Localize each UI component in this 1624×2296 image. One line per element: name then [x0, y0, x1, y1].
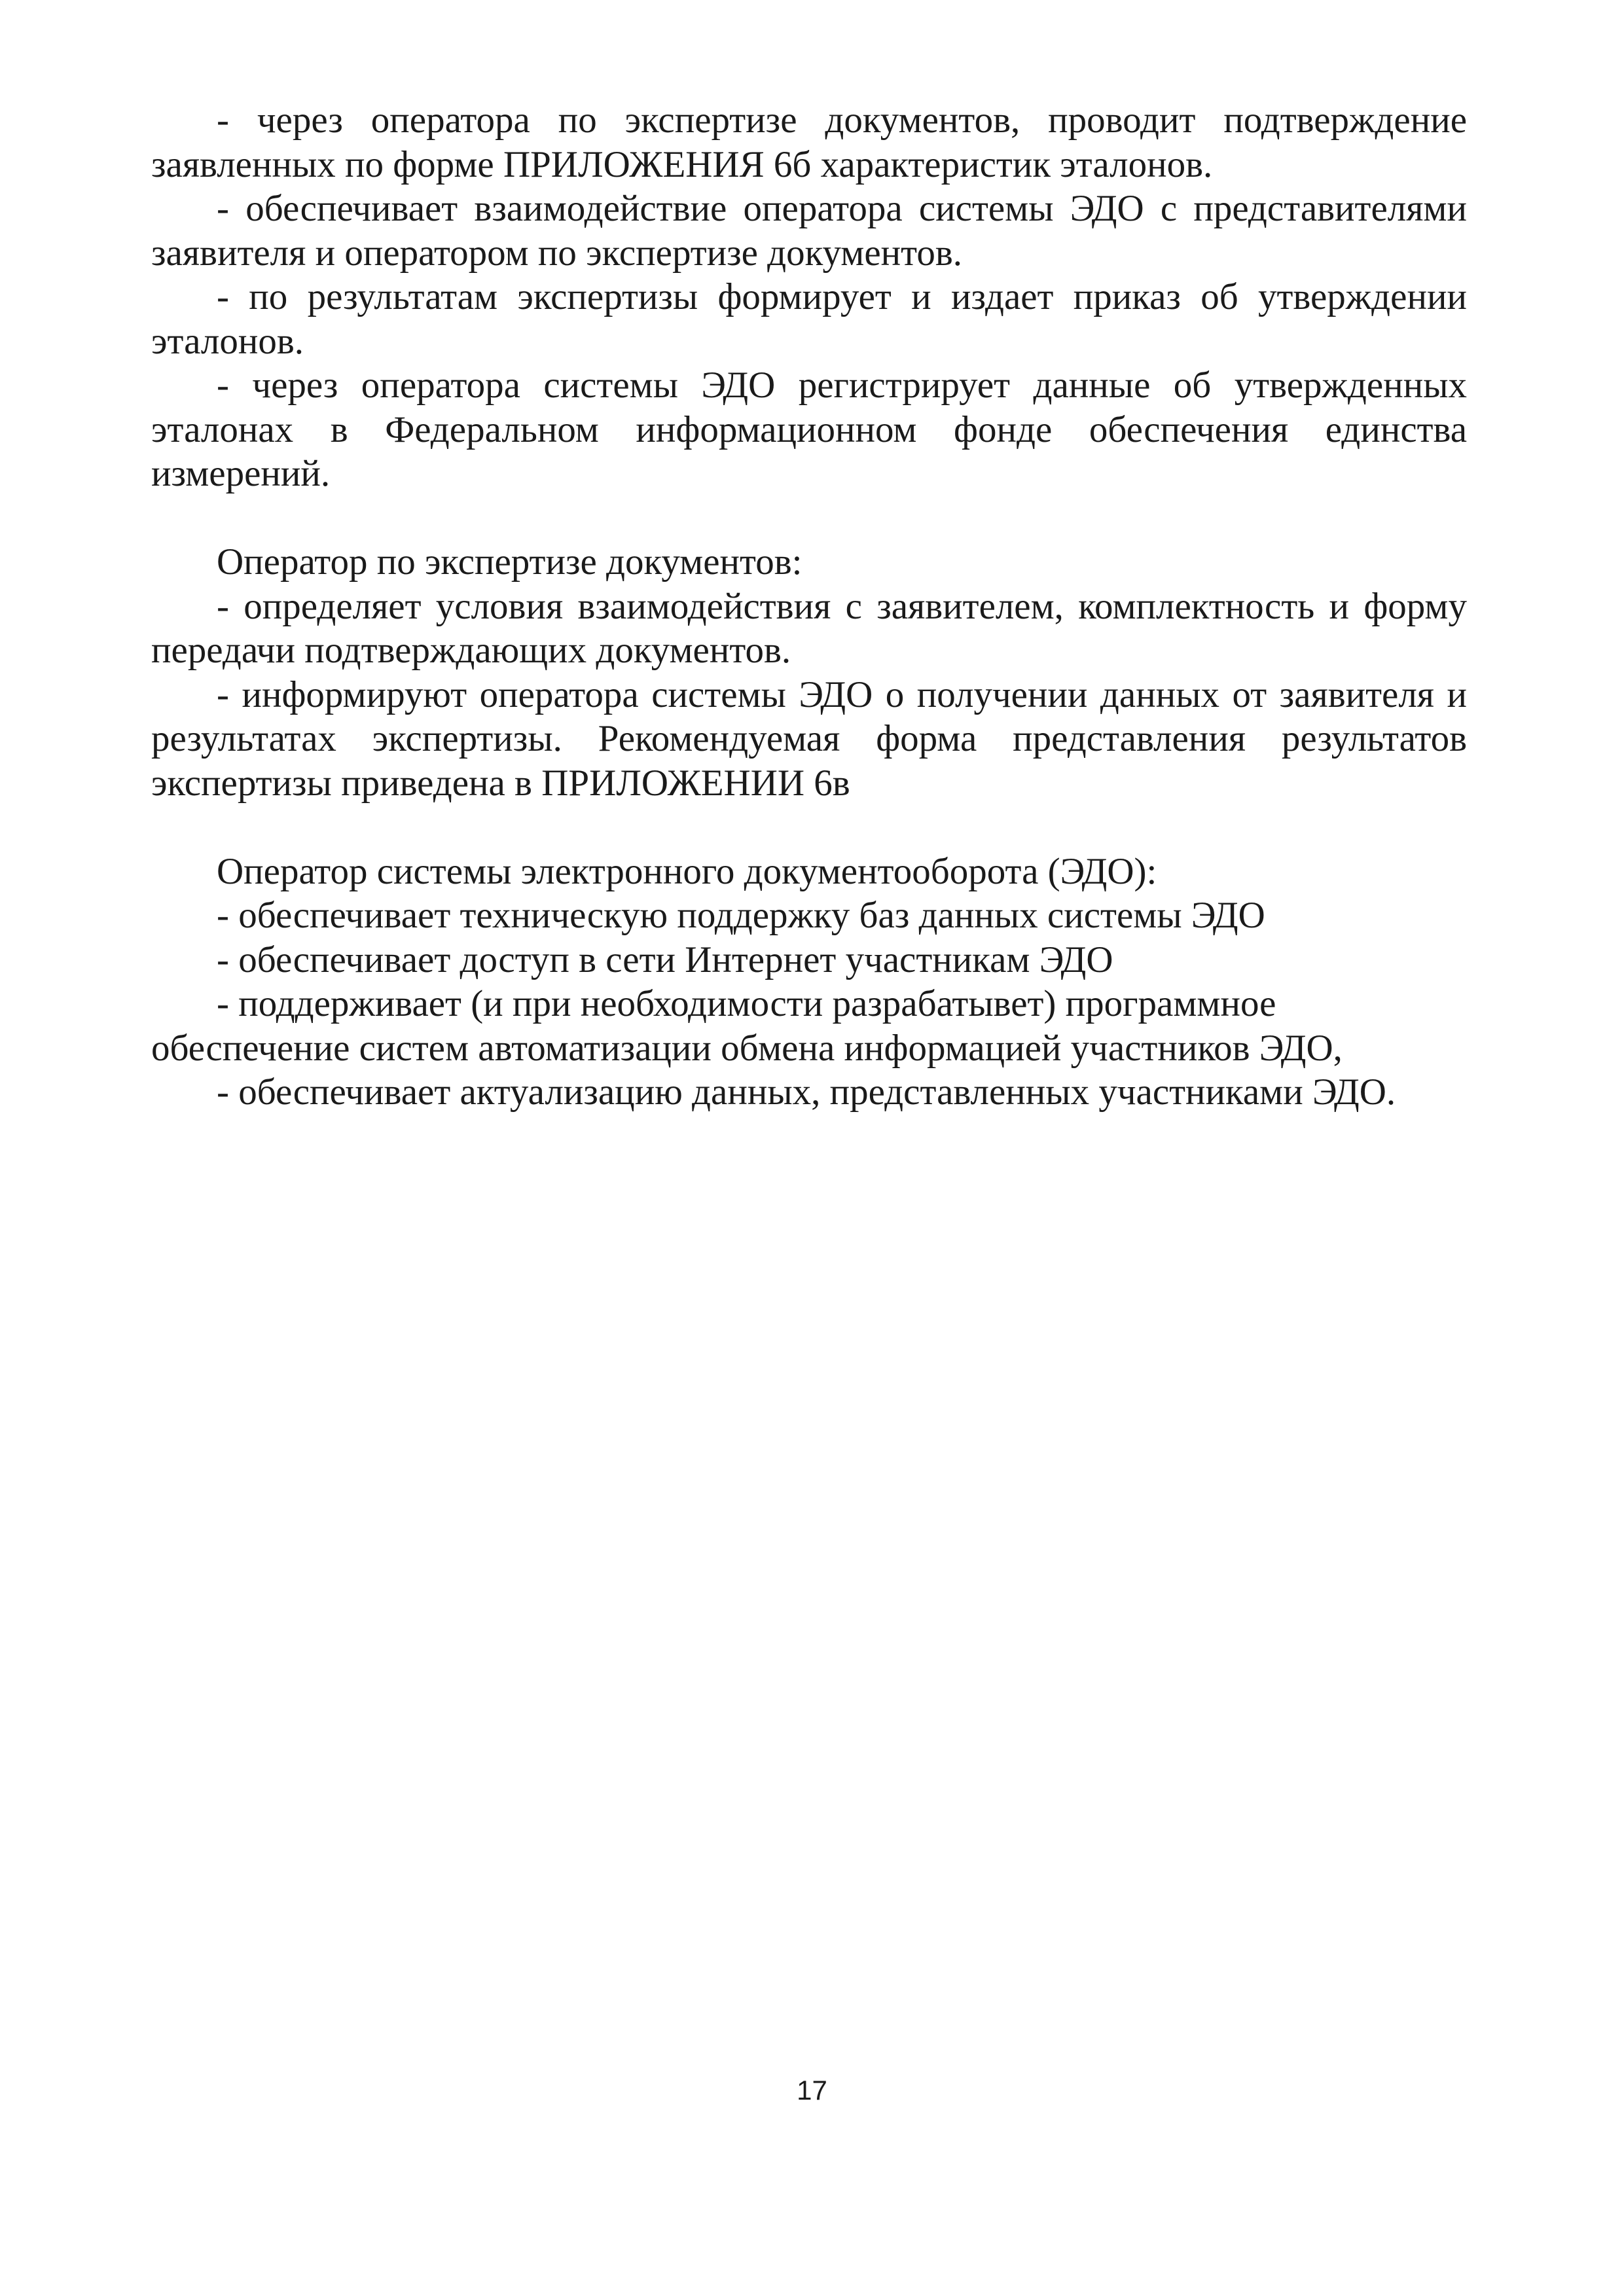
body-text — [151, 98, 1467, 1115]
section-3-paragraph-3: - поддерживает (и при необходимости разрабатывет) программное обеспечение систем автоматизации обмена информацией участников ЭДО, — [151, 983, 1343, 1069]
section-3-paragraph-2: - обеспечивает доступ в сети Интернет участникам ЭДО — [217, 939, 1113, 980]
paragraph-spacer — [151, 805, 1467, 850]
section-1-paragraph-3: - по результатам экспертизы формирует и издает приказ об утверждении эталонов. — [151, 276, 1467, 362]
section-3-heading: Оператор системы электронного документооборота (ЭДО): — [217, 850, 1157, 892]
section-3-paragraph-4: - обеспечивает актуализацию данных, представленных участниками ЭДО. — [217, 1071, 1396, 1113]
section-2-paragraph-1: - определяет условия взаимодействия с заявителем, комплектность и форму передачи подтверждающих документов. — [151, 585, 1467, 671]
section-3-paragraph-1: - обеспечивает техническую поддержку баз данных системы ЭДО — [217, 895, 1265, 936]
section-1-paragraph-2: - обеспечивает взаимодействие оператора системы ЭДО с представителями заявителя и оператором по экспертизе документов. — [151, 188, 1467, 274]
section-1-paragraph-4: - через оператора системы ЭДО регистрирует данные об утвержденных эталонах в Федеральном информационном фонде обеспечения единства измерений. — [151, 365, 1467, 494]
page-number: 17 — [797, 2075, 827, 2106]
section-2-paragraph-2: - информируют оператора системы ЭДО о получении данных от заявителя и результатах экспертизы. Рекомендуемая форма представления результатов экспертизы приведена в ПРИЛОЖЕНИИ 6в — [151, 673, 1467, 804]
section-2-heading: Оператор по экспертизе документов: — [217, 541, 803, 583]
section-1-paragraph-1: - через оператора по экспертизе документов, проводит подтверждение заявленных по форме ПРИЛОЖЕНИЯ 6б характеристик эталонов. — [151, 99, 1467, 185]
paragraph-spacer — [151, 496, 1467, 541]
